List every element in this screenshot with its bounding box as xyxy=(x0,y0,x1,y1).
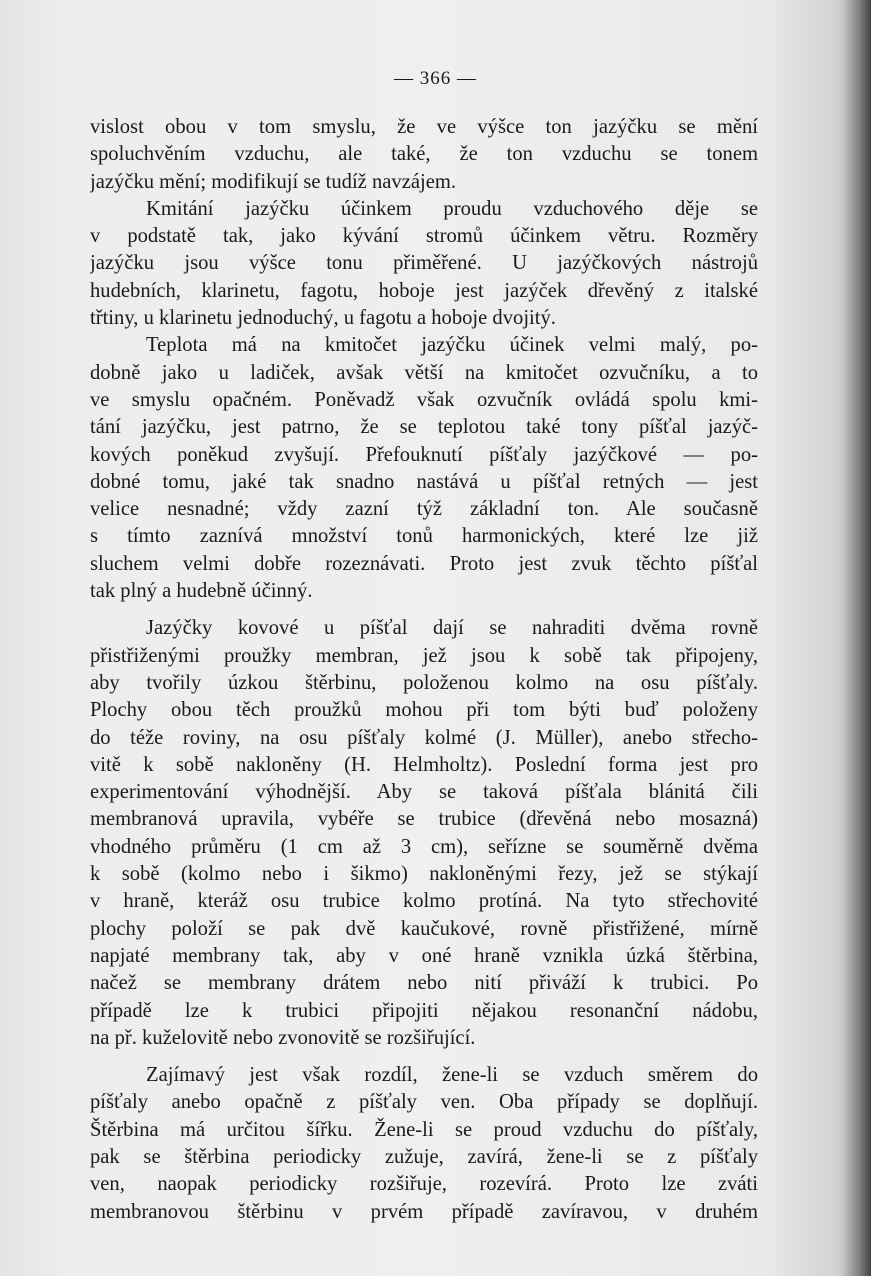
text-line: dobné tomu, jaké tak snadno nastává u píšťal retných — jest xyxy=(90,470,758,493)
text-line: experimentování výhodnější. Aby se taková píšťala blánitá čili xyxy=(90,781,758,804)
text-line: plochy položí se pak dvě kaučukové, rovně přistřižené, mírně xyxy=(90,917,758,940)
text-line: hudebních, klarinetu, fagotu, hoboje jest jazýček dřevěný z italské xyxy=(90,279,758,302)
text-line: k sobě (kolmo nebo i šikmo) nakloněnými řezy, jež se stýkají xyxy=(90,863,758,886)
text-line: kových poněkud zvyšují. Přefouknutí píšťaly jazýčkové — po- xyxy=(90,443,758,466)
text-line: dobně jako u ladiček, avšak větší na kmitočet ozvučníku, a to xyxy=(90,361,758,384)
text-line: v podstatě tak, jako kývání stromů účinkem větru. Rozměry xyxy=(90,225,758,248)
text-line: Jazýčky kovové u píšťal dají se nahraditi dvěma rovně xyxy=(146,617,758,640)
text-line: vislost obou v tom smyslu, že ve výšce ton jazýčku se mění xyxy=(90,116,758,138)
text-line: přistřiženými proužky membran, jež jsou k sobě tak připojeny, xyxy=(90,644,758,667)
text-line: načež se membrany drátem nebo nití přiváží k trubici. Po xyxy=(90,972,758,995)
text-line: jazýčku mění; modifikují se tudíž navzájem. xyxy=(90,170,457,193)
text-line: ve smyslu opačném. Poněvadž však ozvučník ovládá spolu kmi- xyxy=(90,388,758,411)
text-line: membranovou štěrbinu v prvém případě zavíravou, v druhém xyxy=(90,1200,758,1223)
book-spine-shadow xyxy=(843,0,871,1276)
text-line: velice nesnadné; vždy zazní týž základní ton. Ale současně xyxy=(90,498,758,521)
text-line: do téže roviny, na osu píšťaly kolmé (J. Müller), anebo střecho- xyxy=(90,726,758,749)
text-line: aby tvořily úzkou štěrbinu, položenou kolmo na osu píšťaly. xyxy=(90,671,758,694)
text-line: spoluchvěním vzduchu, ale také, že ton vzduchu se tonem xyxy=(90,143,758,166)
text-line: sluchem velmi dobře rozeznávati. Proto jest zvuk těchto píšťal xyxy=(90,552,758,575)
page-number: — 366 — xyxy=(394,68,477,89)
text-line: membranová upravila, vybéře se trubice (dřevěná nebo mosazná) xyxy=(90,808,758,831)
text-line: Plochy obou těch proužků mohou při tom býti buď položeny xyxy=(90,699,758,722)
text-line: Zajímavý jest však rozdíl, žene-li se vzduch směrem do xyxy=(146,1064,758,1087)
text-line: vhodného průměru (1 cm až 3 cm), seřízne se souměrně dvěma xyxy=(90,835,758,858)
text-line: případě lze k trubici připojiti nějakou resonanční nádobu, xyxy=(90,999,758,1022)
text-line: s tímto zaznívá množství tonů harmonických, které lze již xyxy=(90,525,758,548)
text-line: vitě k sobě nakloněny (H. Helmholtz). Poslední forma jest pro xyxy=(90,753,758,776)
text-line: tak plný a hudebně účinný. xyxy=(90,580,313,603)
text-line: píšťaly anebo opačně z píšťaly ven. Oba případy se doplňují. xyxy=(90,1091,758,1114)
body-text xyxy=(90,114,758,1226)
text-line: třtiny, u klarinetu jednoduchý, u fagotu a hoboje dvojitý. xyxy=(90,307,556,330)
text-line: Teplota má na kmitočet jazýčku účinek velmi malý, po- xyxy=(146,334,758,357)
text-line: v hraně, kteráž osu trubice kolmo protíná. Na tyto střechovité xyxy=(90,890,758,913)
text-line: ven, naopak periodicky rozšiřuje, rozevírá. Proto lze zváti xyxy=(90,1173,758,1196)
text-line: Štěrbina má určitou šířku. Žene-li se proud vzduchu do píšťaly, xyxy=(90,1118,758,1141)
text-line: tání jazýčku, jest patrno, že se teplotou také tony píšťal jazýč- xyxy=(90,416,758,439)
text-line: pak se štěrbina periodicky zužuje, zavírá, žene-li se z píšťaly xyxy=(90,1145,758,1168)
text-line: napjaté membrany tak, aby v oné hraně vznikla úzká štěrbina, xyxy=(90,944,758,967)
text-line: Kmitání jazýčku účinkem proudu vzduchového děje se xyxy=(146,197,758,220)
text-line: na př. kuželovitě nebo zvonovitě se rozšiřující. xyxy=(90,1026,476,1049)
text-line: jazýčku jsou výšce tonu přiměřené. U jazýčkových nástrojů xyxy=(90,252,758,275)
